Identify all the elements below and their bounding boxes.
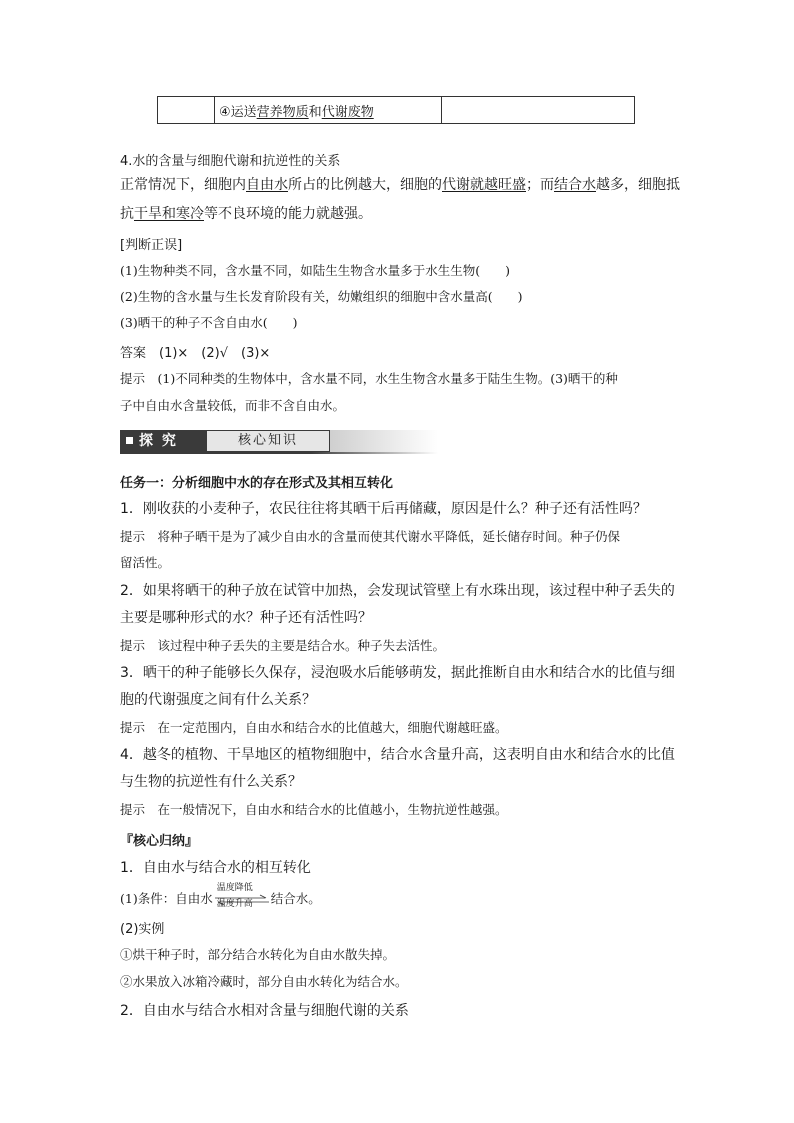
judge-q1: (1)生物种类不同，含水量不同，如陆生生物含水量多于水生生物( ) [120, 263, 510, 278]
banner-underline [120, 452, 438, 454]
summary-example-1: ①烘干种子时，部分结合水转化为自由水散失掉。 [120, 947, 396, 962]
underlined-term: 代谢就越旺盛 [442, 177, 526, 193]
section-4-para-line-1 [120, 174, 680, 194]
text: 越多，细胞抵 [596, 177, 680, 193]
task1-hint2: 提示 该过程中种子丢失的主要是结合水。种子失去活性。 [120, 638, 446, 653]
judge-answer: 答案 (1)× (2)√ (3)× [120, 346, 271, 361]
square-bullet-icon [126, 437, 133, 444]
judge-q2: (2)生物的含水量与生长发育阶段有关，幼嫩组织的细胞中含水量高( ) [120, 289, 523, 304]
banner-left-text: 探 究 [139, 433, 178, 449]
arrow-bottom-label: 温度升高 [216, 898, 253, 909]
judge-hint-line-2: 子中自由水含量较低，而非不含自由水。 [120, 398, 346, 413]
summary-s1: 1．自由水与结合水的相互转化 [120, 860, 311, 876]
task1-q2-line-1: 2．如果将晒干的种子放在试管中加热，会发现试管壁上有水珠出现，该过程中种子丢失的 [120, 583, 675, 599]
task1-hint3: 提示 在一定范围内，自由水和结合水的比值越大，细胞代谢越旺盛。 [120, 720, 508, 735]
condition-text: (1)条件：自由水 [120, 891, 213, 906]
reversible-arrow [213, 882, 271, 909]
cell-text-mid: 和 [308, 104, 322, 120]
text: 等不良环境的能力就越强。 [204, 206, 372, 222]
task1-q4-line-1: 4．越冬的植物、干旱地区的植物细胞中，结合水含量升高，这表明自由水和结合水的比值 [120, 747, 675, 763]
task1-q2-line-2: 主要是哪种形式的水？种子还有活性吗？ [120, 610, 372, 626]
table-row [158, 97, 635, 124]
text: 所占的比例越大，细胞的 [288, 177, 442, 193]
task1-q4-line-2: 与生物的抗逆性有什么关系？ [120, 774, 302, 790]
section-banner [120, 428, 438, 454]
text: 正常情况下，细胞内 [120, 177, 246, 193]
underlined-term: 干旱和寒冷 [134, 206, 204, 222]
summary-example-title: (2)实例 [120, 922, 165, 937]
cell-text: ④运送 [219, 104, 257, 120]
cell-underline-2: 代谢废物 [321, 104, 374, 120]
task1-q3-line-1: 3．晒干的种子能够长久保存，浸泡吸水后能够萌发，据此推断自由水和结合水的比值与细 [120, 665, 675, 681]
underlined-term: 结合水 [554, 177, 596, 193]
text: 抗 [120, 206, 134, 222]
summary-condition [120, 882, 321, 909]
task1-q3-line-2: 胞的代谢强度之间有什么关系？ [120, 692, 316, 708]
task1-title: 任务一：分析细胞中水的存在形式及其相互转化 [120, 476, 394, 491]
task1-hint4: 提示 在一般情况下，自由水和结合水的比值越小，生物抗逆性越强。 [120, 802, 508, 817]
cell-underline-1: 营养物质 [256, 104, 309, 120]
condition-text: 结合水。 [270, 891, 321, 906]
table-cell-1 [158, 97, 215, 124]
underlined-term: 自由水 [246, 177, 288, 193]
arrow-top-label: 温度降低 [216, 882, 253, 893]
summary-example-2: ②水果放入冰箱冷藏时，部分自由水转化为结合水。 [120, 974, 408, 989]
judge-hint-line-1: 提示 (1)不同种类的生物体中，含水量不同，水生生物含水量多于陆生生物。(3)晒干的种 [120, 371, 618, 386]
summary-title: 『核心归纳』 [120, 834, 199, 849]
text: ；而 [526, 177, 554, 193]
banner-dark-label [120, 430, 206, 452]
table-cell-2 [215, 97, 442, 124]
summary-s2: 2．自由水与结合水相对含量与细胞代谢的关系 [120, 1003, 409, 1019]
table-cell-3 [442, 97, 635, 124]
task1-q1: 1．刚收获的小麦种子，农民往往将其晒干后再储藏，原因是什么？种子还有活性吗？ [120, 501, 647, 517]
judge-title: [判断正误] [120, 238, 183, 253]
top-table [157, 96, 635, 124]
section-4-heading: 4.水的含量与细胞代谢和抗逆性的关系 [120, 154, 341, 169]
task1-hint1-line-1: 提示 将种子晒干是为了减少自由水的含量而使其代谢水平降低，延长储存时间。种子仍保 [120, 529, 621, 544]
banner-light-label: 核心知识 [206, 430, 330, 452]
banner-fade [330, 430, 438, 452]
section-4-para-line-2 [120, 203, 372, 223]
task1-hint1-line-2: 留活性。 [120, 555, 171, 570]
judge-q3: (3)晒干的种子不含自由水( ) [120, 315, 298, 330]
